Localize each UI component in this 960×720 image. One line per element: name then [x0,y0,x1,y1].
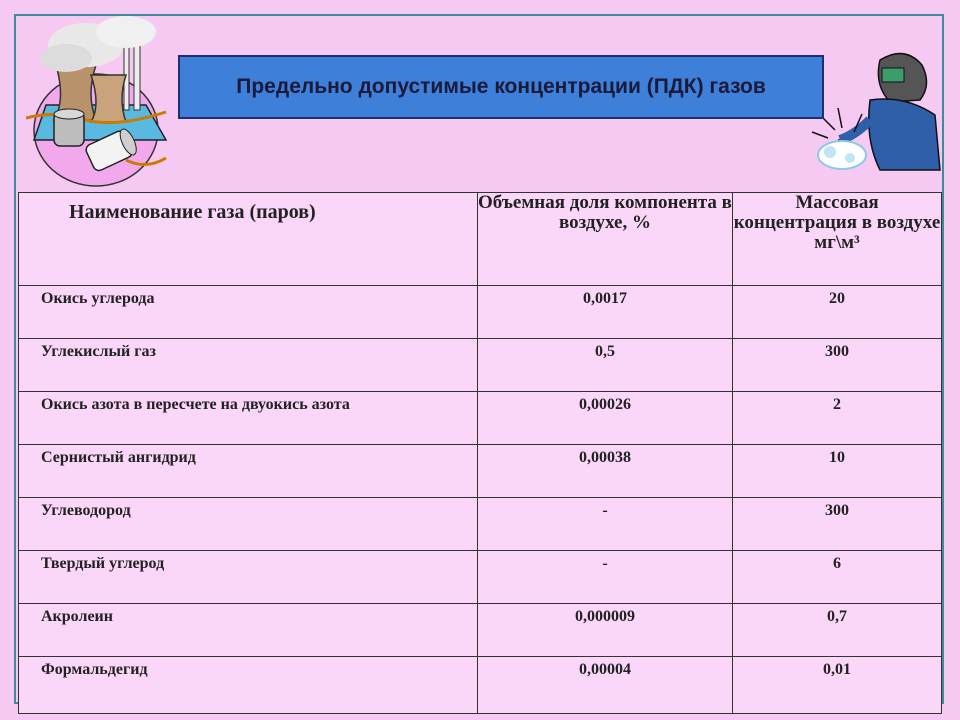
mass-cell: 2 [733,392,942,445]
mass-cell: 6 [733,551,942,604]
column-header-gas-name: Наименование газа (паров) [19,193,478,286]
page-title: Предельно допустимые концентрации (ПДК) газов [178,55,824,119]
volume-cell: - [478,498,733,551]
table-row [19,551,942,604]
welder-illustration [810,40,945,180]
table-row [19,339,942,392]
gas-name-cell: Акролеин [19,604,478,657]
gas-name-cell: Окись углерода [19,286,478,339]
gas-name-cell: Формальдегид [19,657,478,714]
volume-cell: 0,00004 [478,657,733,714]
table-header-row [19,193,942,286]
mass-cell: 20 [733,286,942,339]
mass-cell: 300 [733,339,942,392]
table-row [19,498,942,551]
factory-illustration [26,10,196,190]
gas-name-cell: Окись азота в пересчете на двуокись азота [19,392,478,445]
gas-name-cell: Углеводород [19,498,478,551]
mass-cell: 0,7 [733,604,942,657]
pdk-table [18,192,942,714]
gas-name-cell: Твердый углерод [19,551,478,604]
table-row [19,604,942,657]
table-row [19,392,942,445]
mass-cell: 0,01 [733,657,942,714]
table-row [19,657,942,714]
volume-cell: 0,00038 [478,445,733,498]
volume-cell: 0,0017 [478,286,733,339]
mass-cell: 300 [733,498,942,551]
gas-name-cell: Углекислый газ [19,339,478,392]
volume-cell: - [478,551,733,604]
volume-cell: 0,5 [478,339,733,392]
column-header-mass-concentration: Массовая концентрация в воздухе мг\м³ [733,193,942,286]
mass-cell: 10 [733,445,942,498]
column-header-volume-fraction: Объемная доля компонента в воздухе, % [478,193,733,286]
table-row [19,286,942,339]
gas-name-cell: Сернистый ангидрид [19,445,478,498]
volume-cell: 0,000009 [478,604,733,657]
volume-cell: 0,00026 [478,392,733,445]
table-row [19,445,942,498]
